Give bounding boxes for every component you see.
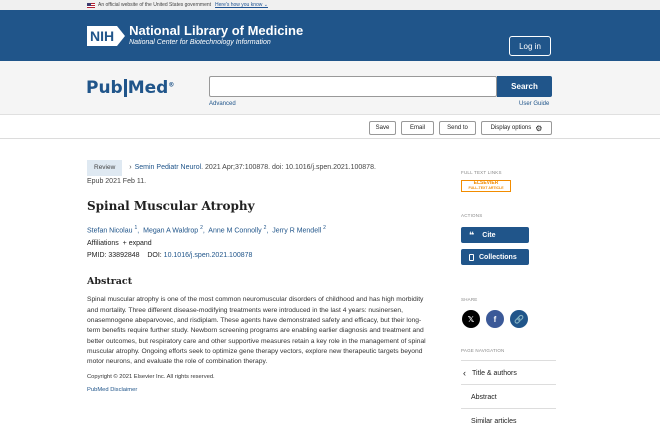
display-options-label: Display options — [490, 125, 532, 131]
nih-logo[interactable] — [87, 24, 303, 47]
copyright: Copyright © 2021 Elsevier Inc. All rights reserved. — [87, 374, 215, 381]
display-options-button[interactable] — [481, 121, 552, 135]
pubmed-logo[interactable] — [86, 78, 174, 98]
nav-title-authors-label: Title & authors — [472, 369, 517, 377]
quote-icon: ❝ — [469, 229, 475, 240]
gov-banner-text: An official website of the United States government — [98, 2, 212, 8]
affiliations-row — [87, 240, 432, 247]
nav-title-authors[interactable] — [461, 360, 556, 385]
actions-heading: ACTIONS — [461, 213, 483, 218]
review-badge: Review — [87, 160, 122, 176]
collections-button[interactable] — [461, 249, 529, 265]
epub-date: Epub 2021 Feb 11. — [87, 178, 147, 185]
chevron-left-icon: ‹ — [463, 368, 466, 378]
nav-similar-articles-label: Similar articles — [471, 417, 517, 425]
search-button[interactable]: Search — [497, 76, 552, 97]
elsevier-full-text-link[interactable] — [461, 180, 511, 192]
citation — [87, 160, 432, 188]
save-button[interactable]: Save — [369, 121, 396, 135]
elsevier-sub-text: FULL-TEXT ARTICLE — [468, 186, 504, 190]
link-icon[interactable]: 🔗 — [510, 310, 528, 328]
heres-how-you-know-link[interactable]: Here's how you know ⌄ — [215, 2, 268, 8]
author-link[interactable]: Anne M Connolly — [208, 227, 262, 235]
abstract-heading: Abstract — [87, 276, 133, 288]
nav-abstract-label: Abstract — [471, 393, 497, 401]
pubmed-logo-med: Med — [127, 78, 169, 98]
action-bar — [0, 115, 660, 139]
search-input[interactable] — [209, 76, 497, 97]
author-affil-ref[interactable]: 2 — [263, 225, 267, 231]
expand-affiliations-button[interactable]: + expand — [122, 240, 152, 248]
bookmark-icon — [469, 254, 474, 261]
article-title: Spinal Muscular Atrophy — [87, 199, 255, 213]
advanced-search-link[interactable]: Advanced — [209, 101, 236, 107]
collections-label: Collections — [479, 253, 517, 261]
login-button[interactable]: Log in — [509, 36, 551, 56]
pubmed-logo-bar-icon — [124, 79, 127, 97]
affiliations-label: Affiliations — [87, 240, 119, 248]
identifiers — [87, 252, 432, 259]
gov-banner — [0, 0, 660, 10]
nlm-title: National Library of Medicine — [129, 23, 304, 38]
search-area — [0, 61, 660, 115]
page-navigation-heading: PAGE NAVIGATION — [461, 348, 505, 353]
journal-link[interactable]: Semin Pediatr Neurol — [134, 164, 202, 171]
doi-link[interactable]: 10.1016/j.spen.2021.100878 — [163, 252, 253, 260]
article-main — [87, 160, 432, 393]
author-affil-ref[interactable]: 2 — [323, 225, 326, 231]
nlm-header — [0, 10, 660, 61]
author-list: Stefan Nicolau $^1$, Megan A Waldrop $^2$, Anne M Connolly $^2$, Jerry R Mendell $^2$ — [87, 225, 326, 235]
abstract-text: Spinal muscular atrophy is one of the most common neuromuscular disorders of childhood and has high morbidity and mortality. Three different disease-modifying treatments were introduced in the last 4 years: nusinersen, onasemnogene abeparvovec, and risdiplam. These agents have demonstrated safety and efficacy, but their long-term benefits require further study. Newborn screening programs are enabling earlier diagnosis and treatment and better outcomes, but respiratory care and other supportive measures retain a key role in the management of spinal muscular atrophy. Ongoing efforts seek to optimize gene therapy vectors, explore new therapeutic targets beyond motor neurons, and evaluate the role of combination therapy. — [87, 296, 426, 366]
share-heading: SHARE — [461, 297, 478, 302]
user-guide-link[interactable]: User Guide — [519, 101, 550, 107]
citation-text: . 2021 Apr;37:100878. doi: 10.1016/j.spen.2021.100878. — [201, 164, 376, 171]
pubmed-disclaimer-link[interactable]: PubMed Disclaimer — [87, 387, 138, 394]
nih-logo-mark: NIH — [87, 26, 117, 46]
author-affil-ref[interactable]: 1 — [134, 225, 138, 231]
pmid: PMID: 33892848 — [87, 252, 140, 260]
full-text-links-heading: FULL TEXT LINKS — [461, 170, 502, 175]
send-to-button[interactable]: Send to — [439, 121, 476, 135]
registered-mark: ® — [168, 81, 175, 89]
us-flag-icon — [87, 3, 95, 8]
author-link[interactable]: Stefan Nicolau — [87, 227, 133, 235]
nav-abstract[interactable] — [461, 384, 556, 409]
author-link[interactable]: Jerry R Mendell — [272, 227, 322, 235]
cite-button[interactable] — [461, 227, 529, 243]
x-icon[interactable]: 𝕏 — [462, 310, 480, 328]
author-affil-ref[interactable]: 2 — [200, 225, 203, 231]
pubmed-logo-pub: Pub — [86, 78, 123, 98]
chevron-right-icon: › — [129, 164, 132, 171]
doi-label: DOI: — [147, 252, 162, 260]
nav-similar-articles[interactable] — [461, 408, 556, 433]
gear-icon: ⚙ — [535, 123, 543, 133]
nlm-subtitle: National Center for Biotechnology Information — [129, 39, 271, 46]
cite-label: Cite — [482, 231, 496, 239]
author-link[interactable]: Megan A Waldrop — [143, 227, 199, 235]
elsevier-logo-text: ELSEVIER — [473, 180, 499, 186]
email-button[interactable]: Email — [401, 121, 434, 135]
facebook-icon[interactable]: f — [486, 310, 504, 328]
